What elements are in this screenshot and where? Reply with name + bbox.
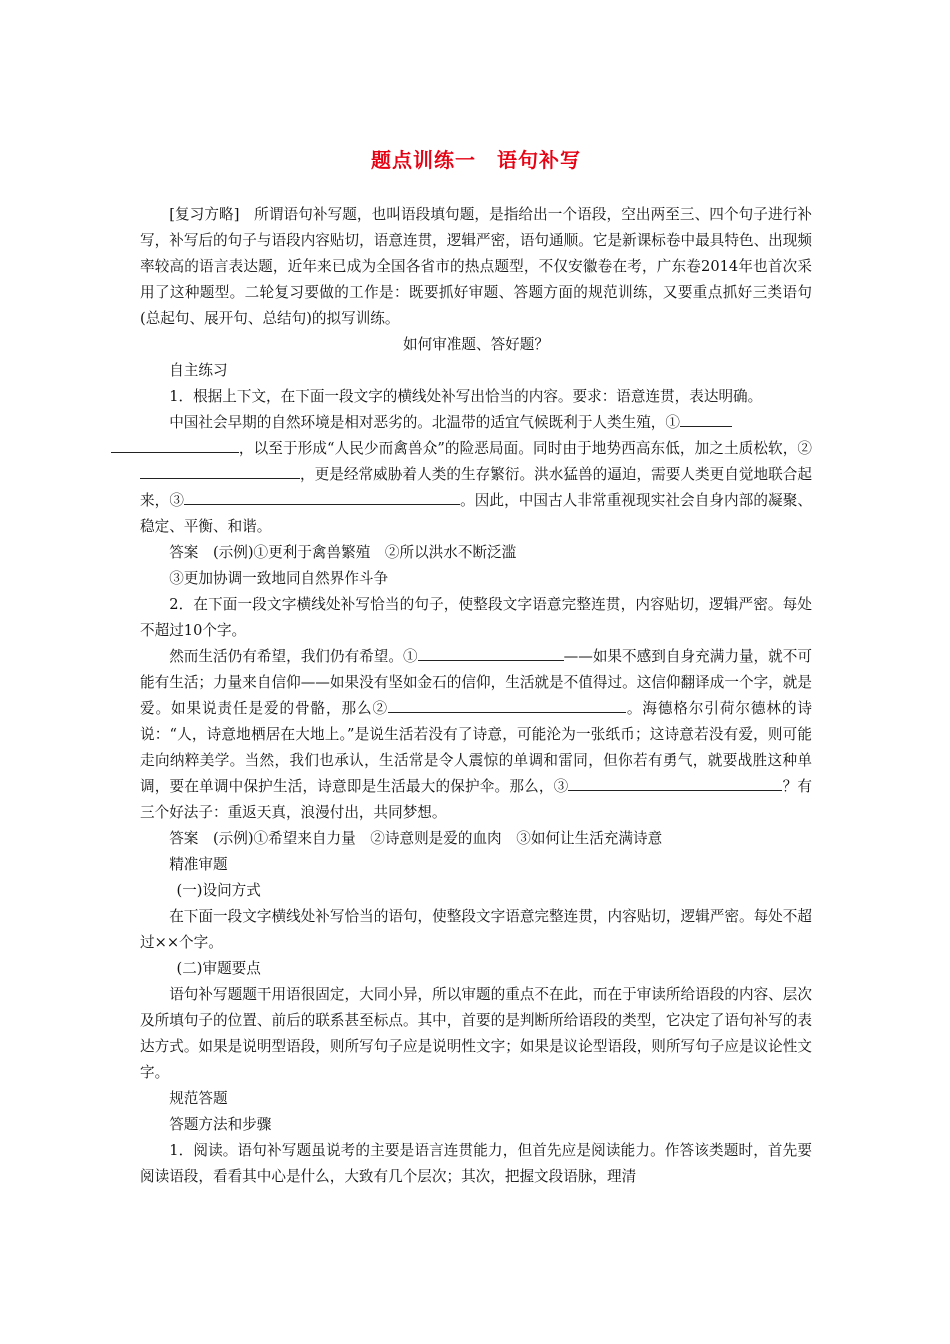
q2-blank-3[interactable] <box>568 775 782 791</box>
question-center: 如何审准题、答好题？ <box>403 336 549 353</box>
q1-prompt: 1．根据上下文，在下面一段文字的横线处补写出恰当的内容。要求：语意连贯，表达明确。 <box>169 388 763 405</box>
intro-paragraph <box>140 202 812 332</box>
q2-passage <box>140 644 812 826</box>
q2-passage-part2: ——如果不感到自身充满力量，就不可能有生活；力量来自信仰——如果没有坚如金石的信仰，生活就是不值得过。这信仰翻译成一个字，就是爱。如果说责任是爱的骨骼，那么② <box>140 648 812 717</box>
section-standard-answer: 规范答题 <box>169 1090 228 1107</box>
method-heading: 答题方法和步骤 <box>169 1116 272 1133</box>
step-1-text: 1．阅读。语句补写题虽说考的主要是语言连贯能力，但首先应是阅读能力。作答该类题时，首先要阅读语段，看看其中心是什么，大致有几个层次；其次，把握文段语脉，理清 <box>140 1142 812 1185</box>
q2-passage-part1: 然而生活仍有希望，我们仍有希望。① <box>169 648 418 665</box>
page-title: 题点训练一 语句补写 <box>371 148 581 172</box>
intro-tag: [复习方略] <box>169 206 240 223</box>
setq-text: 在下面一段文字横线处补写恰当的语句，使整段文字语意完整连贯，内容贴切，逻辑严密。每处不超过××个字。 <box>140 908 812 951</box>
q1-blank-1[interactable] <box>680 411 732 427</box>
intro-text: 所谓语句补写题，也叫语段填句题，是指给出一个语段，空出两至三、四个句子进行补写，补写后的句子与语段内容贴切，语意连贯，逻辑严密，语句通顺。它是新课标卷中最具特色、出现频率较高的语言表达题，近年来已成为全国各省市的热点题型，不仅安徽卷在考，广东卷2014年也首次采用了这种题型。二轮复习要做的工作是：既要抓好审题、答题方面的规范训练，又要重点抓好三类语句(总起句、展开句、总结句)的拟写训练。 <box>140 206 812 327</box>
q1-answer: 答案 (示例)①更利于禽兽繁殖 ②所以洪水不断泛滥 <box>169 544 517 561</box>
q2-answer: 答案 (示例)①希望来自力量 ②诗意则是爱的血肉 ③如何让生活充满诗意 <box>169 830 663 847</box>
q1-passage-part1: 中国社会早期的自然环境是相对恶劣的。北温带的适宜气候既利于人类生殖，① <box>169 414 680 431</box>
q2-blank-2[interactable] <box>388 697 626 713</box>
q2-passage-part4: ？有三个好法子：重返天真，浪漫付出，共同梦想。 <box>140 778 812 821</box>
section-self-practice: 自主练习 <box>169 362 228 379</box>
q1-answer-line2: ③更加协调一致地同自然界作斗争 <box>169 570 389 587</box>
q2-prompt: 2．在下面一段文字横线处补写恰当的句子，使整段文字语意完整连贯，内容贴切，逻辑严密。每处不超过10个字。 <box>140 596 812 639</box>
section-precise-review: 精准审题 <box>169 856 228 873</box>
q1-passage <box>140 410 812 540</box>
points-heading: (二)审题要点 <box>176 960 261 977</box>
q1-blank-3[interactable] <box>184 489 460 505</box>
q2-blank-1[interactable] <box>418 645 564 661</box>
q1-passage-part4: 。因此，中国古人非常重视现实社会自身内部的凝聚、稳定、平衡、和谐。 <box>140 492 812 535</box>
q1-passage-part3: ，更是经常威胁着人类的生存繁衍。洪水猛兽的逼迫，需要人类更自觉地联合起来，③ <box>140 466 812 509</box>
q1-blank-1-continued[interactable] <box>111 437 239 453</box>
q2-passage-part3: 。海德格尔引荷尔德林的诗说：“人，诗意地栖居在大地上。”是说生活若没有了诗意，可能沦为一张纸币；这诗意若没有爱，则可能走向纳粹美学。当然，我们也承认，生活常是令人震惊的单调和雷同，但你若有勇气，就要战胜这种单调，要在单调中保护生活，诗意即是生活最大的保护伞。那么，③ <box>140 700 812 795</box>
points-text: 语句补写题题干用语很固定，大同小异，所以审题的重点不在此，而在于审读所给语段的内容、层次及所填句子的位置、前后的联系甚至标点。其中，首要的是判断所给语段的类型，它决定了语句补写的表达方式。如果是说明型语段，则所写句子应是说明性文字；如果是议论型语段，则所写句子应是议论性文字。 <box>140 986 812 1081</box>
document-page <box>140 140 812 1190</box>
q1-passage-part2: ，以至于形成“人民少而禽兽众”的险恶局面。同时由于地势西高东低，加之土质松软，② <box>238 440 812 457</box>
q1-blank-2[interactable] <box>140 463 300 479</box>
setq-heading: (一)设问方式 <box>176 882 261 899</box>
